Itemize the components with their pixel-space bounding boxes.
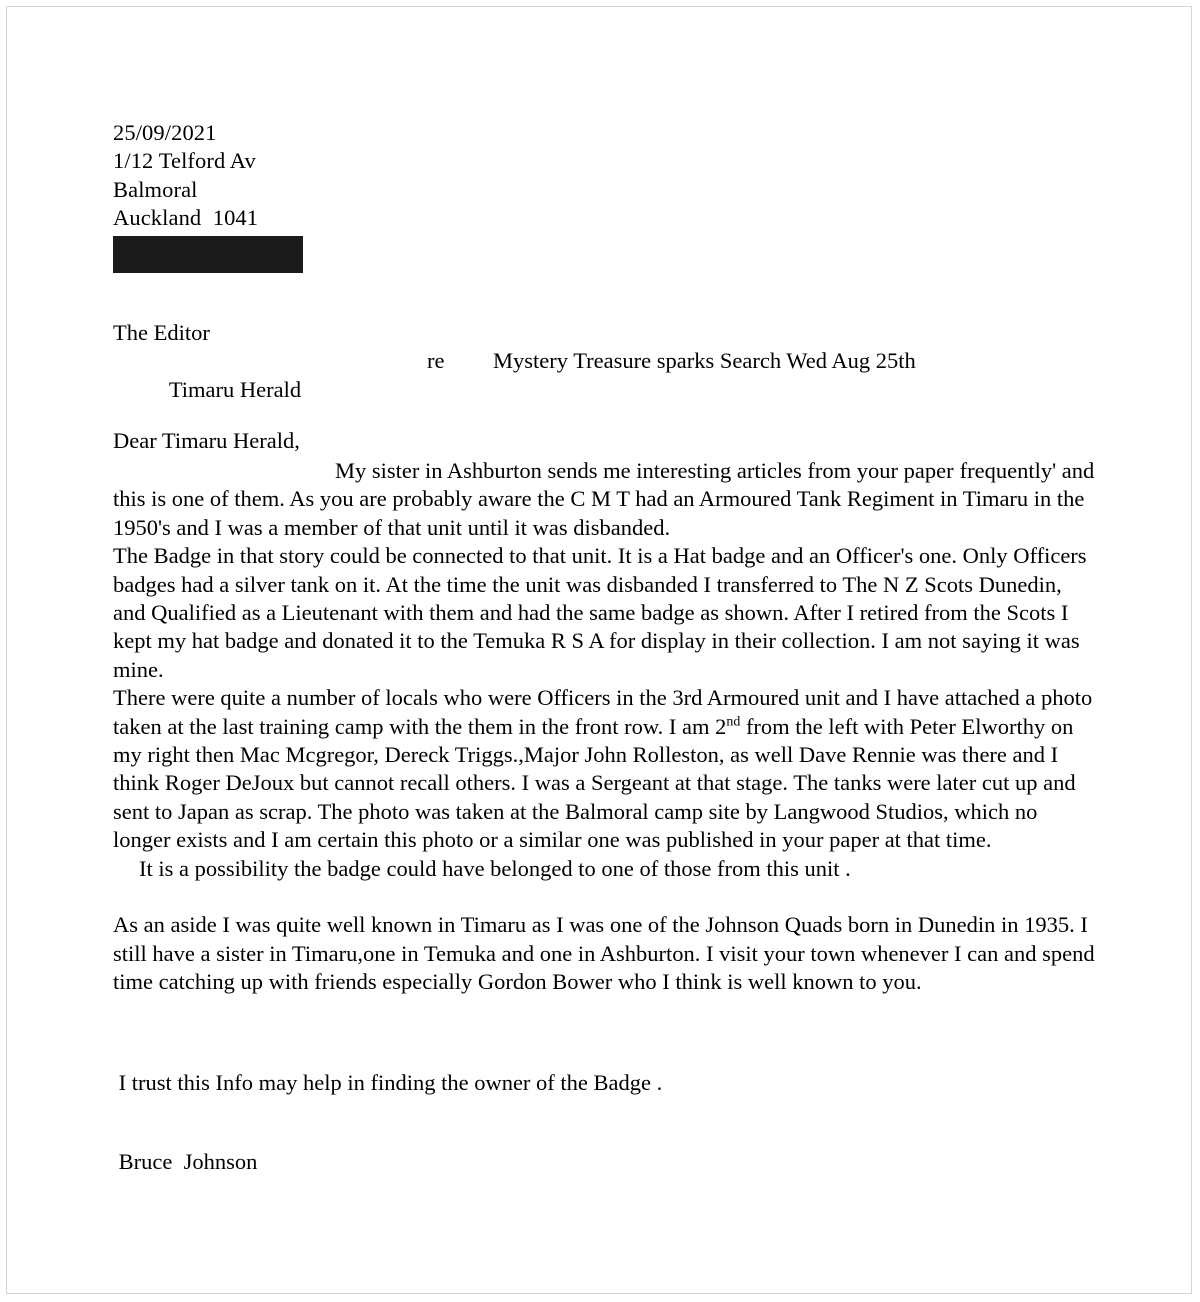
recipient-title: The Editor xyxy=(113,320,210,345)
return-address-suburb: Balmoral xyxy=(113,176,198,202)
redaction-bar xyxy=(113,236,303,273)
paragraph-3 xyxy=(113,684,1099,854)
paragraph-3-part1: There were quite a number of locals who were Officers in the 3rd Armoured unit and I have attached a photo taken at the last training camp with the them in the front row. I am 2 xyxy=(113,685,1093,739)
paragraph-1-lead: My sister in Ashburton sends me interesting articles from your paper xyxy=(335,458,954,483)
return-address-city-postcode: Auckland 1041 xyxy=(113,205,259,231)
paragraph-2: The Badge in that story could be connected to that unit. It is a Hat badge and an Officer's one. Only Officers badges had a silver tank on it. At the time the unit was disbanded I transferred to The N Z Scots Dunedin, and Qualified as a Lieutenant with them and had the same badge as shown. After I retired from the Scots I kept my hat badge and donated it to the Temuka R S A for display in their collection. I am not saying it was mine. xyxy=(113,543,1087,682)
letter-page xyxy=(6,6,1192,1294)
paragraph-3-part2: from the left with Peter Elworthy on my right then Mac Mcgregor, Dereck Triggs.,Major John Rolleston, as well Dave Rennie was there and I think Roger DeJoux but cannot recall others. I was a Sergeant at that stage. The tanks were later cut up and sent to Japan as scrap. The photo was taken at the Balmoral camp site by Langwood Studios, which no longer exists and I am certain this photo or a similar one was published in your paper at that time. xyxy=(113,713,1076,853)
ordinal-suffix: nd xyxy=(726,714,741,730)
body-block xyxy=(113,457,1099,997)
return-address-street: 1/12 Telford Av xyxy=(113,148,256,174)
paragraph-5: As an aside I was quite well known in Timaru as I was one of the Johnson Quads born in Dunedin in 1935. I still have a sister in Timaru,one in Temuka and one in Ashburton. I visit your town whenever I can and spend time catching up with friends especially Gordon Bower who I think is well known to you. xyxy=(113,912,1095,995)
closing-line: I trust this Info may help in finding the owner of the Badge . xyxy=(113,1070,663,1095)
paragraph-4 xyxy=(113,855,1099,883)
recipient-publication: Timaru Herald xyxy=(168,376,302,402)
re-label: re xyxy=(427,348,445,374)
paragraph-spacer xyxy=(113,883,1099,911)
signature-name: Bruce Johnson xyxy=(113,1149,258,1174)
subject-line: Mystery Treasure sparks Search Wed Aug 25th xyxy=(493,348,916,374)
salutation: Dear Timaru Herald, xyxy=(113,428,300,453)
paragraph-1 xyxy=(113,457,1099,542)
paragraph-4-text: It is a possibility the badge could have belonged to one of those from this unit . xyxy=(139,855,851,881)
return-address-block xyxy=(113,119,633,273)
letter-date: 25/09/2021 xyxy=(113,120,217,145)
closing-block xyxy=(113,1069,1099,1097)
paragraph-1-rest: frequently' and this is one of them. As you are probably aware the C M T had an Armoured Tank Regiment in Timaru in the 1950's and I was a member of that unit until it was disbanded. xyxy=(113,458,1095,540)
